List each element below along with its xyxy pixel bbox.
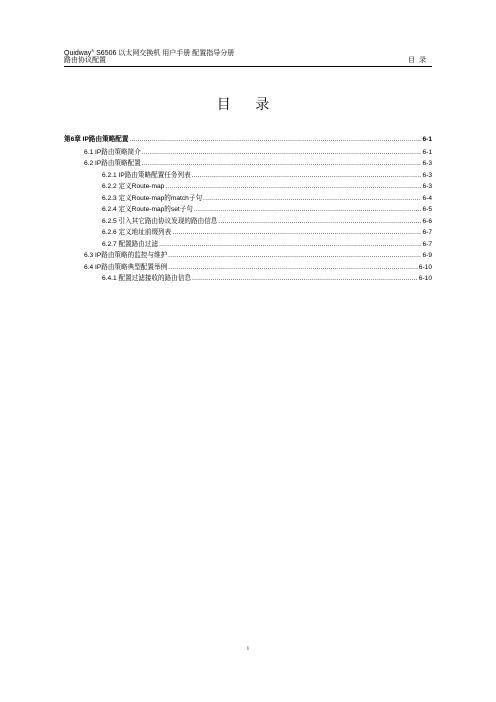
toc-dot-leader — [168, 252, 421, 259]
toc-entry[interactable] — [64, 180, 432, 192]
toc-dot-leader — [192, 172, 422, 179]
toc-entry[interactable] — [64, 215, 432, 227]
toc-entry[interactable] — [64, 157, 432, 169]
toc-entry-page: 6-6 — [422, 217, 432, 225]
header-product-title: S6506 以太网交换机 用户手册 配置指导分册 — [94, 50, 235, 57]
toc-entry[interactable] — [64, 146, 432, 158]
toc-dot-leader — [203, 195, 421, 202]
toc-entry-label: 6.3 IP路由策略的监控与维护 — [84, 252, 168, 259]
toc-entry[interactable] — [64, 169, 432, 181]
header-chapter-name: 目录 — [408, 56, 430, 64]
toc-dot-leader — [218, 218, 421, 225]
toc-entry-label: 6.2 IP路由策略配置 — [84, 160, 141, 167]
toc-entry-label: 第6章 IP路由策略配置 — [64, 136, 129, 143]
toc-entry-page: 6-4 — [422, 194, 432, 202]
toc-entry-label: 6.2.4 定义Route-map的set子句 — [102, 206, 193, 213]
toc-dot-leader — [192, 275, 418, 282]
toc-entry-label: 6.4 IP路由策略典型配置举例 — [84, 263, 168, 271]
toc-entry-page: 6-9 — [422, 252, 432, 259]
toc-entry-label: 6.2.2 定义Route-map — [102, 183, 165, 190]
toc-entry[interactable] — [64, 192, 432, 204]
toc-entry-page: 6-10 — [418, 275, 432, 282]
toc-entry-page: 6-1 — [422, 148, 432, 156]
toc-dot-leader — [194, 206, 422, 213]
toc-entry[interactable] — [64, 272, 432, 284]
toc-dot-leader — [129, 136, 421, 143]
toc-entry-label: 6.2.7 配置路由过滤 — [102, 240, 159, 248]
page-title: 目 录 — [216, 97, 280, 113]
toc-entry-label: 6.2.6 定义地址前缀列表 — [102, 229, 172, 236]
toc-dot-leader — [142, 149, 422, 156]
toc-entry-page: 6-1 — [422, 136, 432, 143]
toc-entry-label: 6.2.1 IP路由策略配置任务列表 — [102, 171, 191, 179]
footer-page-number: i — [247, 646, 249, 652]
toc-entry[interactable] — [64, 249, 432, 261]
header-section-name: 路由协议配置 — [64, 57, 106, 64]
toc-entry[interactable] — [64, 133, 432, 146]
toc-dot-leader — [142, 160, 422, 167]
toc-entry-page: 6-7 — [422, 240, 432, 248]
toc-entry-page: 6-7 — [422, 229, 432, 236]
registered-mark: ® — [91, 48, 95, 53]
toc-entry-page: 6-3 — [422, 171, 432, 179]
toc-entry-page: 6-3 — [422, 160, 432, 167]
toc-entry[interactable] — [64, 203, 432, 215]
toc-entry[interactable] — [64, 238, 432, 250]
toc-entry-label: 6.2.5 引入其它路由协议发现的路由信息 — [102, 217, 218, 225]
table-of-contents — [64, 133, 432, 284]
toc-entry-label: 6.1 IP路由策略简介 — [84, 148, 141, 156]
toc-dot-leader — [172, 229, 421, 236]
header-brand: Quidway — [64, 50, 92, 57]
toc-entry-page: 6-3 — [422, 183, 432, 190]
toc-entry-page: 6-10 — [418, 263, 432, 271]
toc-entry-page: 6-5 — [422, 206, 432, 213]
toc-entry[interactable] — [64, 261, 432, 273]
toc-entry[interactable] — [64, 226, 432, 238]
toc-entry-label: 6.4.1 配置过滤接收的路由信息 — [102, 275, 192, 282]
toc-dot-leader — [168, 264, 418, 271]
header-rule — [64, 66, 432, 67]
toc-dot-leader — [159, 241, 421, 248]
toc-entry-label: 6.2.3 定义Route-map的match子句 — [102, 194, 203, 202]
toc-dot-leader — [165, 183, 421, 190]
